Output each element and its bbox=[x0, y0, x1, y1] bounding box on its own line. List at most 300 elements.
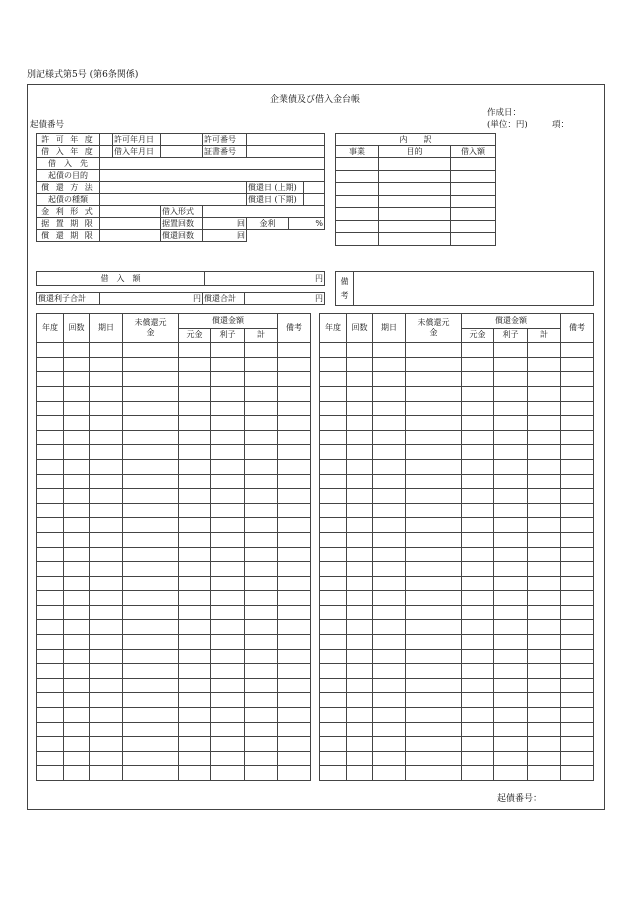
ledger-right-cell[interactable] bbox=[494, 459, 528, 474]
ledger-left-cell[interactable] bbox=[64, 722, 90, 737]
ledger-left-cell[interactable] bbox=[179, 591, 211, 606]
interest-rate-value[interactable]: % bbox=[289, 218, 325, 230]
ledger-left-cell[interactable] bbox=[211, 416, 245, 431]
ledger-left-cell[interactable] bbox=[64, 357, 90, 372]
interest-total-value[interactable]: 円 bbox=[100, 293, 203, 305]
ledger-left-cell[interactable] bbox=[123, 386, 179, 401]
ledger-left-cell[interactable] bbox=[64, 664, 90, 679]
ledger-right-cell[interactable] bbox=[320, 489, 347, 504]
ledger-left-cell[interactable] bbox=[123, 474, 179, 489]
breakdown-cell[interactable] bbox=[451, 170, 496, 183]
ledger-right-cell[interactable] bbox=[528, 766, 561, 781]
ledger-right-cell[interactable] bbox=[406, 343, 462, 358]
ledger-right-cell[interactable] bbox=[494, 737, 528, 752]
ledger-right-cell[interactable] bbox=[462, 343, 494, 358]
ledger-left-cell[interactable] bbox=[123, 416, 179, 431]
ledger-right-cell[interactable] bbox=[406, 605, 462, 620]
grace-period-value[interactable] bbox=[100, 218, 161, 230]
breakdown-cell[interactable] bbox=[451, 220, 496, 233]
ledger-left-cell[interactable] bbox=[211, 357, 245, 372]
ledger-left-cell[interactable] bbox=[179, 605, 211, 620]
ledger-right-cell[interactable] bbox=[462, 766, 494, 781]
ledger-left-cell[interactable] bbox=[179, 576, 211, 591]
ledger-left-cell[interactable] bbox=[123, 664, 179, 679]
ledger-left-cell[interactable] bbox=[37, 605, 64, 620]
ledger-right-cell[interactable] bbox=[462, 445, 494, 460]
ledger-right-cell[interactable] bbox=[406, 562, 462, 577]
ledger-left-cell[interactable] bbox=[211, 430, 245, 445]
ledger-right-cell[interactable] bbox=[406, 357, 462, 372]
ledger-right-cell[interactable] bbox=[462, 678, 494, 693]
ledger-left-cell[interactable] bbox=[245, 503, 278, 518]
ledger-left-cell[interactable] bbox=[90, 518, 123, 533]
ledger-left-cell[interactable] bbox=[90, 605, 123, 620]
ledger-right-cell[interactable] bbox=[406, 766, 462, 781]
ledger-right-cell[interactable] bbox=[406, 445, 462, 460]
ledger-right-cell[interactable] bbox=[494, 766, 528, 781]
ledger-left-cell[interactable] bbox=[123, 445, 179, 460]
ledger-left-cell[interactable] bbox=[278, 678, 311, 693]
ledger-left-cell[interactable] bbox=[37, 678, 64, 693]
ledger-right-cell[interactable] bbox=[561, 474, 594, 489]
ledger-left-cell[interactable] bbox=[90, 386, 123, 401]
ledger-right-cell[interactable] bbox=[373, 605, 406, 620]
repay-method-value[interactable] bbox=[100, 182, 247, 194]
ledger-right-cell[interactable] bbox=[494, 357, 528, 372]
ledger-left-cell[interactable] bbox=[37, 459, 64, 474]
ledger-left-cell[interactable] bbox=[278, 591, 311, 606]
ledger-left-cell[interactable] bbox=[64, 489, 90, 504]
ledger-right-cell[interactable] bbox=[528, 708, 561, 723]
ledger-left-cell[interactable] bbox=[211, 445, 245, 460]
ledger-left-cell[interactable] bbox=[90, 489, 123, 504]
ledger-left-cell[interactable] bbox=[37, 489, 64, 504]
ledger-right-cell[interactable] bbox=[347, 430, 373, 445]
ledger-right-cell[interactable] bbox=[320, 416, 347, 431]
ledger-left-cell[interactable] bbox=[211, 503, 245, 518]
ledger-left-cell[interactable] bbox=[245, 664, 278, 679]
ledger-right-cell[interactable] bbox=[406, 722, 462, 737]
ledger-left-cell[interactable] bbox=[64, 605, 90, 620]
ledger-left-cell[interactable] bbox=[90, 678, 123, 693]
ledger-left-cell[interactable] bbox=[278, 459, 311, 474]
breakdown-cell[interactable] bbox=[336, 220, 379, 233]
ledger-right-cell[interactable] bbox=[462, 372, 494, 387]
ledger-right-cell[interactable] bbox=[494, 386, 528, 401]
ledger-right-cell[interactable] bbox=[494, 722, 528, 737]
ledger-right-cell[interactable] bbox=[373, 708, 406, 723]
ledger-right-cell[interactable] bbox=[406, 430, 462, 445]
ledger-right-cell[interactable] bbox=[373, 737, 406, 752]
ledger-left-cell[interactable] bbox=[245, 576, 278, 591]
ledger-left-cell[interactable] bbox=[64, 343, 90, 358]
ledger-left-cell[interactable] bbox=[64, 503, 90, 518]
ledger-left-cell[interactable] bbox=[179, 693, 211, 708]
ledger-left-cell[interactable] bbox=[123, 357, 179, 372]
ledger-left-cell[interactable] bbox=[37, 357, 64, 372]
ledger-left-cell[interactable] bbox=[37, 635, 64, 650]
ledger-left-cell[interactable] bbox=[245, 357, 278, 372]
ledger-right-cell[interactable] bbox=[528, 343, 561, 358]
ledger-right-cell[interactable] bbox=[373, 430, 406, 445]
ledger-right-cell[interactable] bbox=[561, 591, 594, 606]
ledger-right-cell[interactable] bbox=[373, 547, 406, 562]
ledger-left-cell[interactable] bbox=[123, 430, 179, 445]
ledger-left-cell[interactable] bbox=[37, 737, 64, 752]
ledger-left-cell[interactable] bbox=[245, 459, 278, 474]
ledger-right-cell[interactable] bbox=[494, 445, 528, 460]
lender-value[interactable] bbox=[100, 158, 325, 170]
purpose-value[interactable] bbox=[100, 170, 325, 182]
ledger-left-cell[interactable] bbox=[211, 401, 245, 416]
ledger-left-cell[interactable] bbox=[37, 343, 64, 358]
ledger-left-cell[interactable] bbox=[37, 751, 64, 766]
ledger-right-cell[interactable] bbox=[320, 576, 347, 591]
ledger-left-cell[interactable] bbox=[211, 635, 245, 650]
ledger-left-cell[interactable] bbox=[278, 372, 311, 387]
ledger-right-cell[interactable] bbox=[373, 664, 406, 679]
ledger-left-cell[interactable] bbox=[245, 605, 278, 620]
ledger-right-cell[interactable] bbox=[494, 693, 528, 708]
ledger-left-cell[interactable] bbox=[245, 766, 278, 781]
ledger-right-cell[interactable] bbox=[528, 459, 561, 474]
ledger-right-cell[interactable] bbox=[494, 343, 528, 358]
ledger-left-cell[interactable] bbox=[90, 635, 123, 650]
ledger-left-cell[interactable] bbox=[37, 416, 64, 431]
ledger-right-cell[interactable] bbox=[528, 562, 561, 577]
ledger-left-cell[interactable] bbox=[211, 532, 245, 547]
ledger-right-cell[interactable] bbox=[373, 459, 406, 474]
ledger-left-cell[interactable] bbox=[90, 591, 123, 606]
ledger-right-cell[interactable] bbox=[406, 503, 462, 518]
breakdown-cell[interactable] bbox=[451, 233, 496, 246]
ledger-left-cell[interactable] bbox=[211, 605, 245, 620]
ledger-left-cell[interactable] bbox=[278, 401, 311, 416]
ledger-left-cell[interactable] bbox=[90, 737, 123, 752]
ledger-right-cell[interactable] bbox=[528, 401, 561, 416]
ledger-left-cell[interactable] bbox=[211, 751, 245, 766]
ledger-right-cell[interactable] bbox=[561, 547, 594, 562]
ledger-right-cell[interactable] bbox=[347, 503, 373, 518]
ledger-left-cell[interactable] bbox=[179, 459, 211, 474]
ledger-right-cell[interactable] bbox=[494, 708, 528, 723]
ledger-right-cell[interactable] bbox=[347, 386, 373, 401]
ledger-right-cell[interactable] bbox=[462, 416, 494, 431]
ledger-left-cell[interactable] bbox=[278, 751, 311, 766]
ledger-right-cell[interactable] bbox=[561, 635, 594, 650]
ledger-right-cell[interactable] bbox=[347, 489, 373, 504]
ledger-right-cell[interactable] bbox=[561, 605, 594, 620]
ledger-left-cell[interactable] bbox=[123, 620, 179, 635]
ledger-left-cell[interactable] bbox=[179, 708, 211, 723]
ledger-left-cell[interactable] bbox=[123, 605, 179, 620]
ledger-right-cell[interactable] bbox=[528, 751, 561, 766]
ledger-right-cell[interactable] bbox=[406, 664, 462, 679]
ledger-left-cell[interactable] bbox=[64, 401, 90, 416]
ledger-left-cell[interactable] bbox=[64, 372, 90, 387]
ledger-right-cell[interactable] bbox=[406, 518, 462, 533]
ledger-left-cell[interactable] bbox=[64, 562, 90, 577]
ledger-right-cell[interactable] bbox=[373, 503, 406, 518]
ledger-left-cell[interactable] bbox=[64, 635, 90, 650]
ledger-left-cell[interactable] bbox=[211, 489, 245, 504]
borrow-amount-value[interactable]: 円 bbox=[205, 272, 325, 286]
ledger-left-cell[interactable] bbox=[179, 430, 211, 445]
ledger-left-cell[interactable] bbox=[278, 766, 311, 781]
ledger-right-cell[interactable] bbox=[347, 357, 373, 372]
ledger-left-cell[interactable] bbox=[37, 503, 64, 518]
ledger-right-cell[interactable] bbox=[494, 649, 528, 664]
ledger-right-cell[interactable] bbox=[347, 562, 373, 577]
ledger-left-cell[interactable] bbox=[37, 591, 64, 606]
ledger-left-cell[interactable] bbox=[64, 532, 90, 547]
ledger-left-cell[interactable] bbox=[123, 489, 179, 504]
ledger-left-cell[interactable] bbox=[64, 430, 90, 445]
ledger-left-cell[interactable] bbox=[123, 547, 179, 562]
ledger-right-cell[interactable] bbox=[347, 474, 373, 489]
ledger-right-cell[interactable] bbox=[528, 620, 561, 635]
ledger-left-cell[interactable] bbox=[211, 343, 245, 358]
ledger-right-cell[interactable] bbox=[347, 664, 373, 679]
ledger-left-cell[interactable] bbox=[179, 372, 211, 387]
ledger-left-cell[interactable] bbox=[64, 708, 90, 723]
ledger-left-cell[interactable] bbox=[211, 708, 245, 723]
ledger-right-cell[interactable] bbox=[406, 474, 462, 489]
ledger-right-cell[interactable] bbox=[320, 693, 347, 708]
ledger-left-cell[interactable] bbox=[179, 445, 211, 460]
ledger-left-cell[interactable] bbox=[245, 635, 278, 650]
ledger-right-cell[interactable] bbox=[320, 372, 347, 387]
ledger-right-cell[interactable] bbox=[347, 343, 373, 358]
ledger-right-cell[interactable] bbox=[347, 532, 373, 547]
rate-type-value[interactable] bbox=[100, 206, 161, 218]
ledger-right-cell[interactable] bbox=[320, 751, 347, 766]
ledger-right-cell[interactable] bbox=[462, 605, 494, 620]
ledger-left-cell[interactable] bbox=[211, 678, 245, 693]
ledger-right-cell[interactable] bbox=[561, 430, 594, 445]
ledger-right-cell[interactable] bbox=[320, 474, 347, 489]
ledger-left-cell[interactable] bbox=[90, 620, 123, 635]
ledger-left-cell[interactable] bbox=[179, 620, 211, 635]
ledger-right-cell[interactable] bbox=[561, 766, 594, 781]
ledger-left-cell[interactable] bbox=[245, 591, 278, 606]
ledger-left-cell[interactable] bbox=[179, 474, 211, 489]
ledger-left-cell[interactable] bbox=[37, 664, 64, 679]
ledger-left-cell[interactable] bbox=[211, 474, 245, 489]
breakdown-cell[interactable] bbox=[336, 183, 379, 196]
ledger-right-cell[interactable] bbox=[406, 693, 462, 708]
ledger-left-cell[interactable] bbox=[278, 343, 311, 358]
ledger-right-cell[interactable] bbox=[494, 678, 528, 693]
ledger-left-cell[interactable] bbox=[278, 416, 311, 431]
ledger-right-cell[interactable] bbox=[462, 664, 494, 679]
ledger-left-cell[interactable] bbox=[245, 430, 278, 445]
ledger-left-cell[interactable] bbox=[211, 737, 245, 752]
borrow-date-value[interactable] bbox=[161, 146, 203, 158]
ledger-left-cell[interactable] bbox=[123, 649, 179, 664]
ledger-left-cell[interactable] bbox=[278, 708, 311, 723]
ledger-left-cell[interactable] bbox=[90, 562, 123, 577]
ledger-left-cell[interactable] bbox=[179, 532, 211, 547]
ledger-left-cell[interactable] bbox=[37, 430, 64, 445]
ledger-left-cell[interactable] bbox=[278, 532, 311, 547]
ledger-left-cell[interactable] bbox=[64, 416, 90, 431]
ledger-right-cell[interactable] bbox=[462, 649, 494, 664]
ledger-right-cell[interactable] bbox=[320, 401, 347, 416]
ledger-left-cell[interactable] bbox=[179, 722, 211, 737]
ledger-right-cell[interactable] bbox=[528, 445, 561, 460]
ledger-right-cell[interactable] bbox=[320, 532, 347, 547]
ledger-right-cell[interactable] bbox=[373, 751, 406, 766]
ledger-left-cell[interactable] bbox=[64, 386, 90, 401]
ledger-left-cell[interactable] bbox=[90, 445, 123, 460]
ledger-right-cell[interactable] bbox=[494, 372, 528, 387]
ledger-right-cell[interactable] bbox=[347, 605, 373, 620]
ledger-left-cell[interactable] bbox=[123, 503, 179, 518]
ledger-left-cell[interactable] bbox=[278, 620, 311, 635]
ledger-left-cell[interactable] bbox=[278, 722, 311, 737]
ledger-left-cell[interactable] bbox=[179, 678, 211, 693]
ledger-right-cell[interactable] bbox=[528, 693, 561, 708]
ledger-left-cell[interactable] bbox=[37, 562, 64, 577]
ledger-left-cell[interactable] bbox=[37, 445, 64, 460]
ledger-left-cell[interactable] bbox=[278, 635, 311, 650]
ledger-right-cell[interactable] bbox=[373, 576, 406, 591]
breakdown-cell[interactable] bbox=[451, 183, 496, 196]
cert-no-value[interactable] bbox=[247, 146, 325, 158]
ledger-left-cell[interactable] bbox=[123, 562, 179, 577]
ledger-right-cell[interactable] bbox=[494, 532, 528, 547]
ledger-right-cell[interactable] bbox=[561, 401, 594, 416]
ledger-right-cell[interactable] bbox=[320, 708, 347, 723]
ledger-left-cell[interactable] bbox=[64, 737, 90, 752]
ledger-right-cell[interactable] bbox=[528, 737, 561, 752]
ledger-right-cell[interactable] bbox=[561, 386, 594, 401]
grace-count-unit[interactable]: 回 bbox=[203, 218, 247, 230]
ledger-left-cell[interactable] bbox=[245, 751, 278, 766]
ledger-left-cell[interactable] bbox=[245, 547, 278, 562]
ledger-right-cell[interactable] bbox=[462, 518, 494, 533]
ledger-right-cell[interactable] bbox=[494, 605, 528, 620]
ledger-right-cell[interactable] bbox=[406, 576, 462, 591]
ledger-right-cell[interactable] bbox=[462, 474, 494, 489]
ledger-right-cell[interactable] bbox=[462, 591, 494, 606]
ledger-right-cell[interactable] bbox=[347, 635, 373, 650]
permit-date-value[interactable] bbox=[161, 134, 203, 146]
ledger-left-cell[interactable] bbox=[211, 766, 245, 781]
ledger-right-cell[interactable] bbox=[561, 620, 594, 635]
ledger-left-cell[interactable] bbox=[123, 766, 179, 781]
ledger-right-cell[interactable] bbox=[494, 416, 528, 431]
ledger-right-cell[interactable] bbox=[494, 547, 528, 562]
ledger-left-cell[interactable] bbox=[245, 649, 278, 664]
ledger-right-cell[interactable] bbox=[528, 503, 561, 518]
repay-total-value[interactable]: 円 bbox=[245, 293, 325, 305]
ledger-right-cell[interactable] bbox=[347, 591, 373, 606]
ledger-right-cell[interactable] bbox=[462, 489, 494, 504]
ledger-right-cell[interactable] bbox=[373, 591, 406, 606]
ledger-left-cell[interactable] bbox=[179, 766, 211, 781]
ledger-left-cell[interactable] bbox=[245, 693, 278, 708]
breakdown-cell[interactable] bbox=[336, 158, 379, 171]
ledger-right-cell[interactable] bbox=[320, 459, 347, 474]
breakdown-cell[interactable] bbox=[379, 208, 451, 221]
breakdown-cell[interactable] bbox=[336, 195, 379, 208]
ledger-left-cell[interactable] bbox=[211, 372, 245, 387]
ledger-left-cell[interactable] bbox=[123, 708, 179, 723]
ledger-right-cell[interactable] bbox=[462, 503, 494, 518]
ledger-right-cell[interactable] bbox=[347, 678, 373, 693]
ledger-right-cell[interactable] bbox=[320, 635, 347, 650]
ledger-right-cell[interactable] bbox=[561, 357, 594, 372]
ledger-right-cell[interactable] bbox=[406, 547, 462, 562]
ledger-right-cell[interactable] bbox=[462, 532, 494, 547]
ledger-right-cell[interactable] bbox=[320, 678, 347, 693]
ledger-right-cell[interactable] bbox=[406, 459, 462, 474]
ledger-left-cell[interactable] bbox=[245, 562, 278, 577]
ledger-left-cell[interactable] bbox=[211, 562, 245, 577]
ledger-left-cell[interactable] bbox=[179, 416, 211, 431]
ledger-right-cell[interactable] bbox=[406, 737, 462, 752]
ledger-right-cell[interactable] bbox=[528, 430, 561, 445]
ledger-left-cell[interactable] bbox=[179, 401, 211, 416]
ledger-right-cell[interactable] bbox=[347, 708, 373, 723]
ledger-left-cell[interactable] bbox=[211, 459, 245, 474]
ledger-right-cell[interactable] bbox=[494, 620, 528, 635]
borrow-year-value[interactable] bbox=[100, 146, 113, 158]
ledger-right-cell[interactable] bbox=[494, 591, 528, 606]
ledger-left-cell[interactable] bbox=[245, 737, 278, 752]
ledger-left-cell[interactable] bbox=[179, 562, 211, 577]
ledger-right-cell[interactable] bbox=[561, 416, 594, 431]
breakdown-cell[interactable] bbox=[451, 208, 496, 221]
ledger-right-cell[interactable] bbox=[462, 357, 494, 372]
ledger-left-cell[interactable] bbox=[64, 693, 90, 708]
ledger-right-cell[interactable] bbox=[406, 532, 462, 547]
ledger-right-cell[interactable] bbox=[320, 343, 347, 358]
ledger-right-cell[interactable] bbox=[561, 664, 594, 679]
ledger-left-cell[interactable] bbox=[123, 401, 179, 416]
ledger-right-cell[interactable] bbox=[494, 635, 528, 650]
ledger-left-cell[interactable] bbox=[64, 751, 90, 766]
ledger-left-cell[interactable] bbox=[90, 357, 123, 372]
ledger-left-cell[interactable] bbox=[123, 459, 179, 474]
ledger-left-cell[interactable] bbox=[278, 489, 311, 504]
ledger-left-cell[interactable] bbox=[123, 737, 179, 752]
ledger-left-cell[interactable] bbox=[37, 576, 64, 591]
ledger-left-cell[interactable] bbox=[245, 445, 278, 460]
ledger-right-cell[interactable] bbox=[528, 678, 561, 693]
ledger-left-cell[interactable] bbox=[245, 708, 278, 723]
ledger-right-cell[interactable] bbox=[561, 576, 594, 591]
ledger-right-cell[interactable] bbox=[320, 430, 347, 445]
ledger-right-cell[interactable] bbox=[373, 343, 406, 358]
ledger-left-cell[interactable] bbox=[90, 766, 123, 781]
ledger-right-cell[interactable] bbox=[406, 678, 462, 693]
ledger-right-cell[interactable] bbox=[347, 576, 373, 591]
ledger-right-cell[interactable] bbox=[494, 401, 528, 416]
ledger-right-cell[interactable] bbox=[528, 357, 561, 372]
ledger-right-cell[interactable] bbox=[320, 722, 347, 737]
ledger-left-cell[interactable] bbox=[64, 459, 90, 474]
ledger-right-cell[interactable] bbox=[561, 459, 594, 474]
ledger-left-cell[interactable] bbox=[37, 722, 64, 737]
ledger-left-cell[interactable] bbox=[179, 357, 211, 372]
ledger-left-cell[interactable] bbox=[211, 722, 245, 737]
ledger-left-cell[interactable] bbox=[37, 386, 64, 401]
ledger-right-cell[interactable] bbox=[528, 518, 561, 533]
repay-period-value[interactable] bbox=[100, 230, 161, 242]
